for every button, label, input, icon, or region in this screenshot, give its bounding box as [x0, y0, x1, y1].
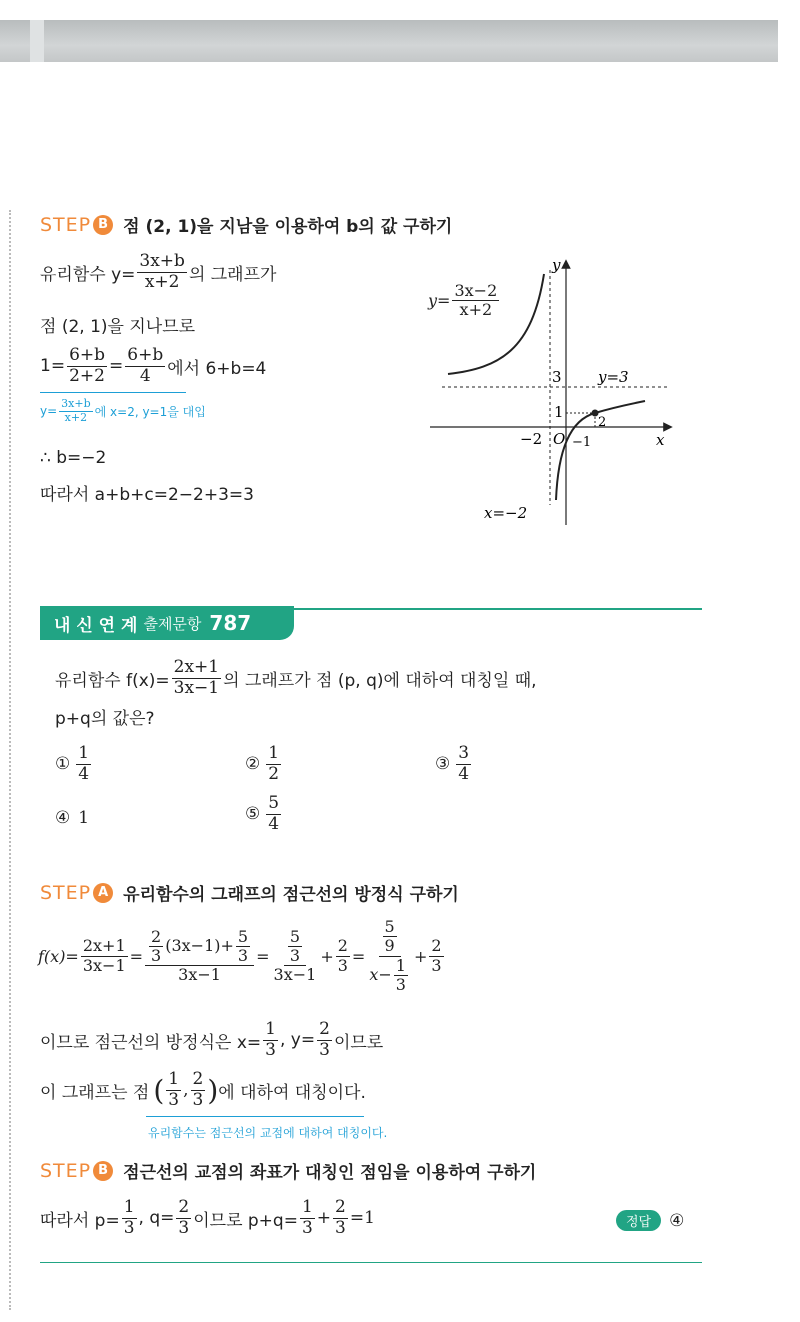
fraction	[288, 928, 302, 966]
choice-5[interactable]	[245, 794, 283, 834]
choice-4[interactable]	[55, 808, 89, 828]
choice-mark: ③	[435, 754, 451, 775]
text: 에서 6+b=4	[167, 358, 267, 379]
choice-1[interactable]	[55, 744, 93, 784]
numerator	[145, 928, 254, 967]
numerator: 2x+1	[173, 657, 220, 677]
numerator: 6+b	[69, 345, 106, 365]
fraction	[429, 937, 443, 975]
y-axis-label: y	[552, 256, 561, 274]
fraction	[336, 937, 350, 975]
denominator: 3	[178, 1217, 190, 1238]
text: y=	[40, 404, 58, 419]
h-asymptote-label: y=3	[598, 368, 629, 386]
tick-neg2: −2	[520, 430, 543, 448]
fraction	[67, 346, 107, 386]
fraction	[166, 1070, 181, 1110]
numerator: 5	[237, 926, 249, 946]
graph-equation	[428, 282, 501, 320]
fraction	[367, 918, 412, 995]
fraction	[317, 1020, 332, 1060]
denominator: 3	[123, 1217, 135, 1238]
text: =1	[349, 1208, 375, 1229]
numerator: 1	[301, 1197, 313, 1217]
numerator: 3	[458, 743, 470, 763]
fraction	[76, 744, 91, 784]
step-letter-badge: B	[93, 1161, 113, 1181]
answer	[616, 1210, 684, 1231]
step-a-heading	[40, 880, 459, 905]
denominator: 3	[192, 1089, 204, 1110]
numerator: 1	[168, 1069, 180, 1089]
problem-banner	[40, 606, 294, 640]
fraction	[172, 658, 221, 698]
fraction	[125, 346, 165, 386]
denominator: 3	[319, 1039, 330, 1060]
denominator: 3	[151, 946, 162, 966]
answer-badge: 정답	[616, 1210, 661, 1231]
fraction	[145, 928, 254, 985]
denominator: x+2	[144, 271, 180, 292]
text: +	[316, 1208, 332, 1229]
denominator	[367, 957, 412, 995]
numerator	[379, 918, 401, 957]
numerator: 2	[431, 936, 442, 956]
text: +	[320, 946, 334, 966]
numerator: 2	[337, 936, 348, 956]
fraction	[176, 1198, 191, 1238]
text: 에 x=2, y=1을 대입	[94, 404, 206, 419]
final-line	[40, 1198, 375, 1238]
sol1-line1	[40, 252, 276, 292]
step-title: 점 (2, 1)을 지남을 이용하여 b의 값 구하기	[123, 217, 453, 237]
denominator: 3x−1	[273, 965, 317, 985]
denominator: 3	[289, 946, 300, 966]
numerator: 3x−2	[454, 281, 498, 300]
numerator: 3x+b	[61, 397, 91, 410]
banner-subtitle: 출제문항	[143, 614, 202, 633]
fraction	[383, 918, 397, 956]
text: x−	[369, 965, 392, 985]
numerator: 2	[335, 1197, 346, 1217]
fraction	[59, 398, 92, 424]
sol1-line5: ∴ b=−2	[40, 448, 107, 468]
scan-top-bar	[0, 20, 778, 62]
denominator: 3	[265, 1039, 276, 1060]
text: y=	[428, 291, 451, 311]
text: +	[413, 946, 428, 966]
text: 의 그래프가 점 (p, q)에 대하여 대칭일 때,	[223, 670, 537, 691]
origin-label: O	[553, 430, 566, 448]
denominator: 2	[268, 763, 280, 784]
numerator: 2	[192, 1069, 204, 1089]
asymptote-line	[40, 1020, 383, 1060]
symmetry-note: 유리함수는 점근선의 교점에 대하여 대칭이다.	[148, 1126, 388, 1140]
denominator: 2+2	[69, 365, 105, 386]
text: 유리함수 y=	[40, 264, 136, 285]
denominator: 4	[458, 763, 470, 784]
choice-mark: ①	[55, 754, 71, 775]
step-label: STEP	[40, 1159, 92, 1182]
margin-dotted-line	[9, 210, 11, 1310]
text: 따라서 p=	[40, 1210, 120, 1231]
numerator: 1	[395, 955, 406, 975]
numerator: 5	[384, 917, 395, 936]
fraction	[272, 928, 319, 985]
numerator: 2	[319, 1019, 330, 1039]
denominator: 3x−1	[82, 955, 126, 975]
denominator: 4	[78, 763, 90, 784]
choice-value: 1	[78, 808, 90, 828]
step-letter-badge: B	[93, 215, 113, 235]
denominator: 3	[168, 1089, 180, 1110]
step-label: STEP	[40, 881, 92, 904]
fraction	[149, 928, 163, 966]
fraction	[137, 252, 187, 292]
denominator: 3x−1	[178, 965, 221, 985]
tick-3: 3	[552, 368, 562, 386]
text: 이므로	[333, 1032, 384, 1053]
numerator: 2x+1	[82, 936, 126, 956]
note-underline	[40, 392, 186, 393]
fraction	[191, 1070, 206, 1110]
fraction	[300, 1198, 315, 1238]
denominator: 4	[268, 813, 280, 834]
fraction	[122, 1198, 137, 1238]
denominator: x+2	[459, 300, 493, 320]
denominator: 3x−1	[173, 677, 220, 698]
fraction	[266, 744, 281, 784]
numerator: 1	[78, 743, 90, 763]
fraction	[333, 1198, 348, 1238]
numerator: 5	[268, 793, 280, 813]
text: (3x−1)+	[165, 936, 234, 956]
tick-2: 2	[598, 415, 607, 430]
text: f(x)=	[38, 946, 79, 966]
denominator: 3	[337, 955, 348, 975]
tick-neg1: −1	[572, 435, 592, 450]
step-title: 점근선의 교점의 좌표가 대칭인 점임을 이용하여 구하기	[123, 1163, 537, 1183]
v-asymptote-label: x=−2	[484, 504, 528, 522]
choice-mark: ⑤	[245, 804, 261, 825]
numerator: 3x+b	[139, 251, 185, 271]
tick-1: 1	[554, 403, 564, 421]
x-axis-label: x	[656, 431, 665, 449]
denominator: 3	[431, 955, 442, 975]
step-b-heading-1	[40, 212, 452, 237]
problem-number: 787	[209, 611, 252, 635]
text: , q=	[138, 1208, 175, 1229]
denominator: 3	[335, 1217, 346, 1238]
symmetry-line: 이 그래프는 점 ( $\frac{1}{3}$ , $\frac{2}{3}$ ) 에 대하여 대칭이다.	[40, 1069, 366, 1110]
text: 1=	[40, 356, 66, 377]
text: , y=	[280, 1030, 316, 1051]
numerator: 1	[268, 743, 280, 763]
fraction	[452, 282, 499, 320]
denominator: 3	[237, 946, 249, 966]
fraction	[394, 957, 408, 995]
sol1-line2: 점 (2, 1)을 지나므로	[40, 317, 196, 337]
problem-line2: p+q의 값은?	[55, 709, 155, 729]
fraction	[266, 794, 281, 834]
sol2-equation: f(x)= $\frac{2x+1}{3x-1}$ = $\frac{2}{3}$ (3x−1)+ $\frac{5}{3}$ 3x−1 = $\frac{\frac{5}{3}}{3x-1}$ + $\frac{2}{3}$ = $\frac{5}{9}$ x− $\frac{1}{3}$ + $\frac{2}{3}$	[38, 917, 442, 995]
step-title: 유리함수의 그래프의 점근선의 방정식 구하기	[123, 885, 459, 905]
numerator: 2	[178, 1197, 190, 1217]
step-label: STEP	[40, 213, 92, 236]
choice-2[interactable]	[245, 744, 283, 784]
banner-title: 내 신 연 계	[54, 615, 138, 636]
text: 이므로 p+q=	[193, 1210, 298, 1231]
text: =	[109, 356, 124, 377]
numerator: 1	[123, 1197, 135, 1217]
fraction	[456, 744, 471, 784]
problem-line1	[55, 658, 537, 698]
denominator: x+2	[64, 410, 88, 424]
sol1-line6: 따라서 a+b+c=2−2+3=3	[40, 485, 254, 505]
denominator: 3	[301, 1217, 313, 1238]
text: 이므로 점근선의 방정식은 x=	[40, 1032, 262, 1053]
fraction	[236, 928, 250, 966]
fraction	[81, 937, 128, 975]
answer-value: ④	[669, 1210, 685, 1231]
text: 이 그래프는 점	[40, 1082, 150, 1103]
bottom-rule	[40, 1262, 702, 1263]
numerator	[284, 928, 306, 967]
choice-3[interactable]	[435, 744, 473, 784]
fraction	[263, 1020, 278, 1060]
denominator: 9	[384, 936, 395, 956]
numerator: 6+b	[127, 345, 164, 365]
choice-mark: ②	[245, 754, 261, 775]
note2-underline	[146, 1116, 364, 1117]
sol1-note	[40, 398, 206, 424]
sol1-line3	[40, 346, 266, 386]
denominator: 3	[395, 975, 406, 995]
numerator: 5	[289, 926, 300, 946]
text: 의 그래프가	[188, 264, 277, 285]
choice-mark: ④	[55, 808, 71, 828]
numerator: 2	[151, 926, 162, 946]
step-letter-badge: A	[93, 883, 113, 903]
text: 유리함수 f(x)=	[55, 670, 170, 691]
denominator: 4	[139, 365, 151, 386]
numerator: 1	[265, 1019, 276, 1039]
text: 에 대하여 대칭이다.	[218, 1082, 366, 1103]
step-b-heading-2	[40, 1158, 536, 1183]
